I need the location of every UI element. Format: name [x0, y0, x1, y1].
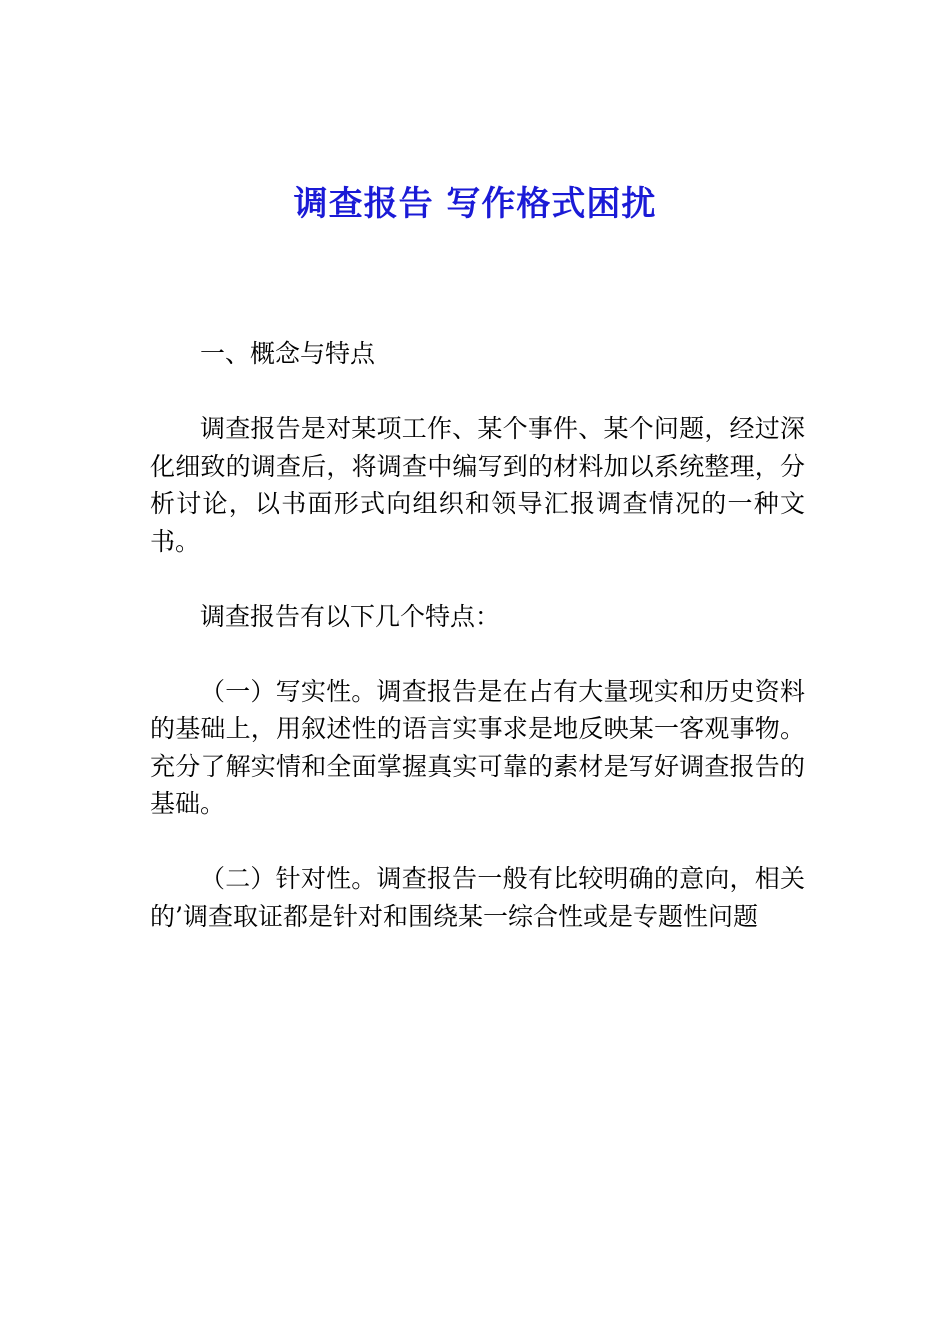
paragraph: （一）写实性。调查报告是在占有大量现实和历史资料的基础上，用叙述性的语言实事求是地反映某一客观事物。充分了解实情和全面掌握真实可靠的素材是写好调查报告的基础。 [150, 676, 805, 818]
paragraph: 调查报告有以下几个特点： [200, 601, 501, 631]
document-title: 调查报告 写作格式困扰 [293, 184, 657, 224]
paragraph: 调查报告是对某项工作、某个事件、某个问题，经过深化细致的调查后，将调查中编写到的材料加以系统整理，分析讨论，以书面形式向组织和领导汇报调查情况的一种文书。 [150, 414, 805, 556]
section-heading: 一、概念与特点 [200, 339, 376, 368]
document-body [150, 335, 805, 973]
paragraph: （二）针对性。调查报告一般有比较明确的意向，相关的’调查取证都是针对和围绕某一综合性或是专题性问题 [150, 864, 805, 931]
